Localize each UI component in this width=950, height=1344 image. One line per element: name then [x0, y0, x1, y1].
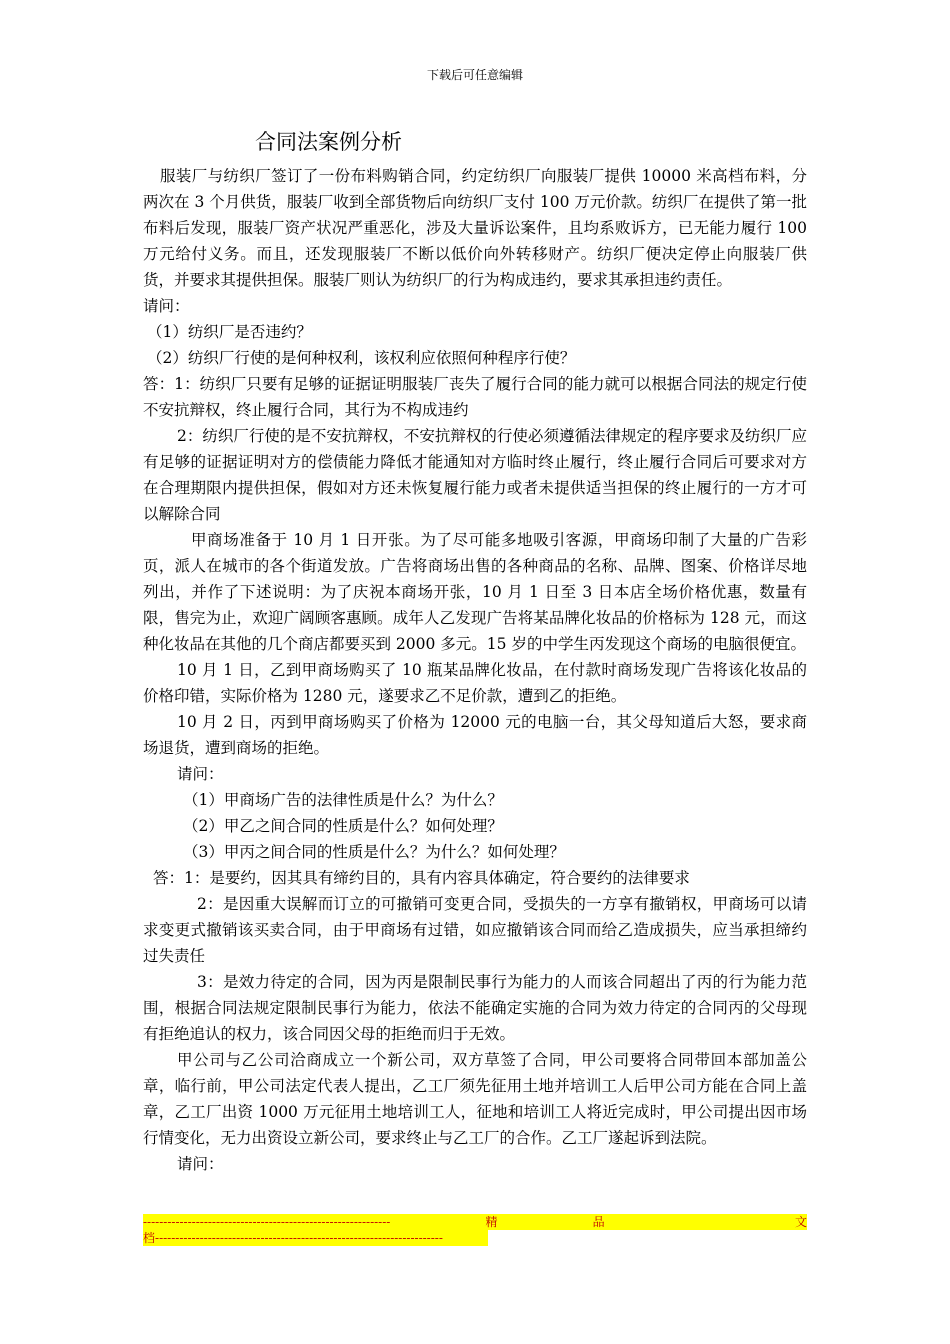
question-item: （1）纺织厂是否违约？: [147, 323, 312, 341]
page-header: 下载后可任意编辑: [426, 68, 523, 82]
answer-paragraph: 2：是因重大误解而订立的可撤销可变更合同，受损失的一方享有撤销权，甲商场可以请求变更式撤销该买卖合同，由于甲商场有过错，如应撤销该合同而给乙造成损失，应当承担缔约过失责任: [143, 895, 807, 965]
document-title: 合同法案例分析: [255, 130, 402, 154]
question-item: （2）甲乙之间合同的性质是什么？如何处理？: [183, 817, 503, 835]
question-heading: 请问：: [177, 1155, 224, 1173]
paragraph-case3: 甲公司与乙公司洽商成立一个新公司，双方草签了合同，甲公司要将合同带回本部加盖公章，临行前，甲公司法定代表人提出，乙工厂须先征用土地并培训工人后甲公司方能在合同上盖章，乙工厂出资 1000 万元征用土地培训工人，征地和培训工人将近完成时，甲公司提出因市场行情变化，无力出资设立新公司，要求终止与乙工厂的合作。乙工厂遂起诉到法院。: [143, 1051, 807, 1147]
question-item: （1）甲商场广告的法律性质是什么？为什么？: [183, 791, 503, 809]
document-body: [143, 163, 807, 1177]
answer-paragraph: 答：1：纺织厂只要有足够的证据证明服装厂丧失了履行合同的能力就可以根据合同法的规定行使不安抗辩权，终止履行合同，其行为不构成违约: [143, 375, 807, 419]
footer-dashes: -------------------------------------------------------------: [143, 1215, 391, 1229]
footer-char: 文: [794, 1215, 807, 1229]
footer-char: 品: [592, 1215, 605, 1229]
paragraph-case2-detail: 10 月 2 日，丙到甲商场购买了价格为 12000 元的电脑一台，其父母知道后大怒，要求商场退货，遭到商场的拒绝。: [143, 713, 807, 757]
question-item: （2）纺织厂行使的是何种权利，该权利应依照何种程序行使？: [147, 349, 576, 367]
answer-paragraph: 3：是效力待定的合同，因为丙是限制民事行为能力的人而该合同超出了丙的行为能力范围，根据合同法规定限制民事行为能力，依法不能确定实施的合同为效力待定的合同丙的父母现有拒绝追认的权力，该合同因父母的拒绝而归于无效。: [143, 973, 807, 1043]
footer-banner: [143, 1214, 807, 1250]
paragraph-case2: 甲商场准备于 10 月 1 日开张。为了尽可能多地吸引客源，甲商场印制了大量的广告彩页，派人在城市的各个街道发放。广告将商场出售的各种商品的名称、品牌、图案、价格详尽地列出，并作了下述说明：为了庆祝本商场开张，10 月 1 日至 3 日本店全场价格优惠，数量有限，售完为止，欢迎广阔顾客惠顾。成年人乙发现广告将某品牌化妆品的价格标为 128 元，而这种化妆品在其他的几个商店都要买到 2000 多元。15 岁的中学生丙发现这个商场的电脑很便宜。: [143, 531, 807, 653]
question-heading: 请问：: [143, 297, 190, 315]
paragraph-case1: 服装厂与纺织厂签订了一份布料购销合同，约定纺织厂向服装厂提供 10000 米高档布料，分两次在 3 个月供货，服装厂收到全部货物后向纺织厂支付 100 万元价款。纺织厂在提供了第一批布料后发现，服装厂资产状况严重恶化，涉及大量诉讼案件，且均系败诉方，已无能力履行 100 万元给付义务。而且，还发现服装厂不断以低价向外转移财产。纺织厂便决定停止向服装厂供货，并要求其提供担保。服装厂则认为纺织厂的行为构成违约，要求其承担违约责任。: [143, 167, 807, 289]
answer-paragraph: 2：纺织厂行使的是不安抗辩权，不安抗辩权的行使必须遵循法律规定的程序要求及纺织厂应有足够的证据证明对方的偿债能力降低才能通知对方临时终止履行，终止履行合同后可要求对方在合理期限内提供担保，假如对方还未恢复履行能力或者未提供适当担保的终止履行的一方才可以解除合同: [143, 427, 807, 523]
answer-paragraph: 答：1：是要约，因其具有缔约目的，具有内容具体确定，符合要约的法律要求: [153, 869, 690, 887]
footer-char: 精: [485, 1215, 498, 1229]
footer-row: [143, 1230, 488, 1246]
paragraph-case2-detail: 10 月 1 日，乙到甲商场购买了 10 瓶某品牌化妆品，在付款时商场发现广告将该化妆品的价格印错，实际价格为 1280 元，遂要求乙不足价款，遭到乙的拒绝。: [143, 661, 807, 705]
footer-char: 档: [143, 1231, 156, 1245]
footer-dashes: -----------------------------------------------------------------------: [155, 1231, 443, 1245]
question-heading: 请问：: [177, 765, 224, 783]
question-item: （3）甲丙之间合同的性质是什么？为什么？如何处理？: [183, 843, 565, 861]
footer-row: [143, 1214, 807, 1230]
